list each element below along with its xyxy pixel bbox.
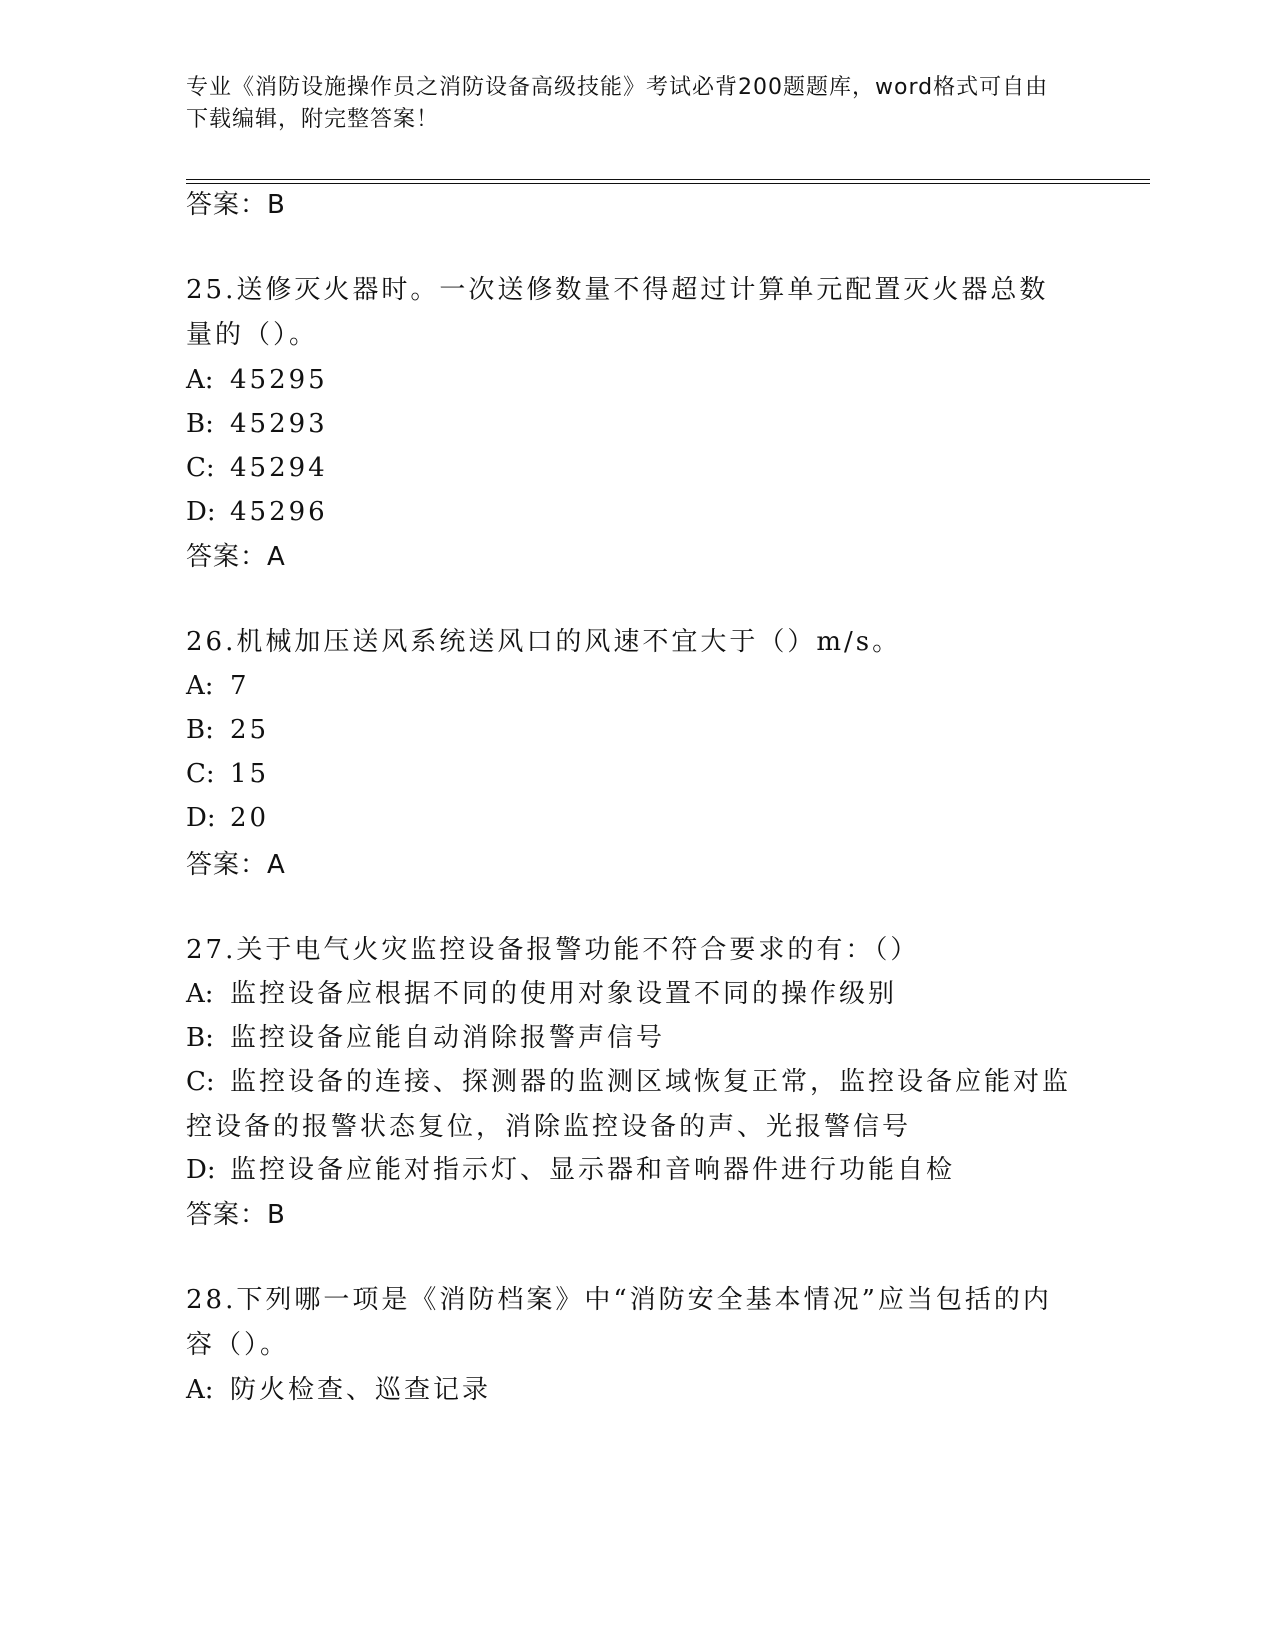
document-header: 专业《消防设施操作员之消防设备高级技能》考试必背200题题库，word格式可自由下载编辑，附完整答案！ <box>186 75 1049 132</box>
question-27-answer: 答案：B <box>186 1200 286 1230</box>
option-letter: A: <box>186 365 214 395</box>
option-letter: C: <box>186 759 215 789</box>
option-text: 7 <box>230 671 250 701</box>
option-text: 20 <box>230 803 270 833</box>
option-text: 45293 <box>230 409 328 439</box>
question-25-option-d <box>186 490 1076 535</box>
option-text: 15 <box>230 759 270 789</box>
option-letter: B: <box>186 409 214 439</box>
option-letter: A: <box>186 1375 214 1405</box>
option-text: 45296 <box>230 497 328 527</box>
question-25-option-c <box>186 446 1076 491</box>
question-26-option-a <box>186 664 1076 709</box>
header-divider-bottom <box>186 183 1150 184</box>
question-25-stem: 25.送修灭火器时。一次送修数量不得超过计算单元配置灭火器总数量的（）。 <box>186 275 1049 350</box>
answer-line: 答案：B <box>186 190 286 220</box>
question-26-answer: 答案：A <box>186 850 286 880</box>
option-text: 防火检查、巡查记录 <box>230 1375 492 1405</box>
question-25-option-a <box>186 358 1076 403</box>
question-27-option-a <box>186 972 1076 1017</box>
option-text: 45295 <box>230 365 328 395</box>
option-letter: C: <box>186 453 215 483</box>
question-26-option-c <box>186 752 1076 797</box>
question-26-option-d <box>186 796 1076 841</box>
option-text: 45294 <box>230 453 328 483</box>
option-letter: B: <box>186 715 214 745</box>
option-letter: A: <box>186 979 214 1009</box>
option-text: 监控设备应根据不同的使用对象设置不同的操作级别 <box>230 979 898 1009</box>
option-letter: C: <box>186 1067 215 1097</box>
option-letter: D: <box>186 497 216 527</box>
question-27-option-d <box>186 1148 1076 1193</box>
question-27-option-b <box>186 1016 1076 1061</box>
option-letter: D: <box>186 803 216 833</box>
option-text: 监控设备应能对指示灯、显示器和音响器件进行功能自检 <box>230 1155 956 1185</box>
option-text: 监控设备应能自动消除报警声信号 <box>230 1023 666 1053</box>
option-letter: D: <box>186 1155 216 1185</box>
option-text: 25 <box>230 715 270 745</box>
question-26-stem: 26.机械加压送风系统送风口的风速不宜大于（）m/s。 <box>186 627 902 657</box>
option-letter: A: <box>186 671 214 701</box>
option-text: 监控设备的连接、探测器的监测区域恢复正常，监控设备应能对监控设备的报警状态复位，消除监控设备的声、光报警信号 <box>186 1067 1072 1142</box>
question-25-answer: 答案：A <box>186 542 286 572</box>
question-28-stem: 28.下列哪一项是《消防档案》中“消防安全基本情况”应当包括的内容（）。 <box>186 1285 1052 1360</box>
question-27-option-c <box>186 1060 1076 1150</box>
question-27-stem: 27.关于电气火灾监控设备报警功能不符合要求的有：（） <box>186 935 920 965</box>
question-28-option-a <box>186 1368 1076 1413</box>
question-26-option-b <box>186 708 1076 753</box>
question-25-option-b <box>186 402 1076 447</box>
option-letter: B: <box>186 1023 214 1053</box>
header-divider-top <box>186 179 1150 180</box>
